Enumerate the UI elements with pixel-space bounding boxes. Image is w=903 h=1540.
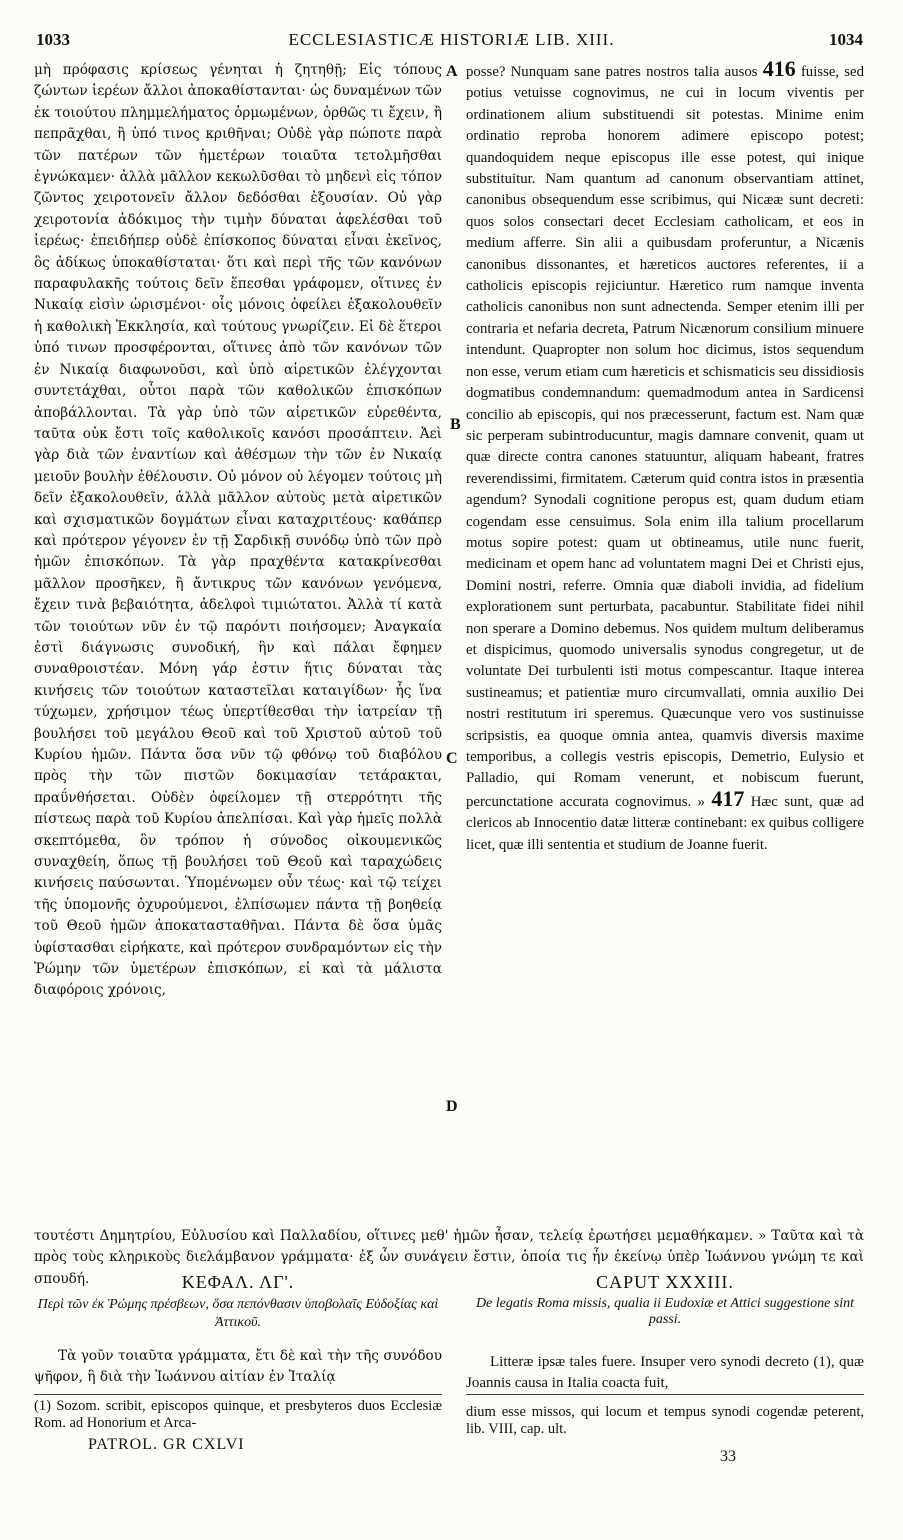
greek-body-text: μὴ πρόφασις κρίσεως γένηται ἡ ζητηθῇ; Εἰς τόπους ζώντων ἱερέων ἄλλοι ἀποκαθίστανται· ὡς δυναμένων τῶν ἐκ τοιούτου πλημμελήματος ὁρμωμένων, ὀρθῶς τι ἔχειν, ἢ πεπρᾶχθαι, ἢ ὑπό τινος κριθῆναι; Οὐδὲ γὰρ πώποτε παρὰ τῶν πατέρων τῶν ἡμετέρων τοιαῦτα τετολμῆσθαι ἐγνώκαμεν· ἀλλὰ μᾶλλον κεκωλῦσθαι τὸ μηδενὶ εἰς τόπον ζῶντος χειροτονεῖν ἄλλον δεδόσθαι ἐξουσίαν. Οὐ γὰρ χειροτονία ἀδόκιμος τὴν τιμὴν δύναται ἀφελέσθαι τοῦ ἱερέως· ἐπειδήπερ οὐδὲ ἐπίσκοπος δύναται εἶναι ἐκεῖνος, ὃς ἀδίκως ὑποκαθίσταται· ὅτι καὶ περὶ τῆς τῶν κανόνων παραφυλακῆς τούτοις δεῖν ἕπεσθαι γράφομεν, οἵτινες ἐν Νικαίᾳ εἰσὶν ὡρισμένοι· οἷς μόνοις ὀφείλει ἐξακολουθεῖν ἡ καθολικὴ Ἐκκλησία, καὶ τούτους γνωρίζειν. Εἰ δὲ ἕτεροι ὑπό τινων προσφέρονται, οἵτινες ἀπὸ τῶν κανόνων τῶν ἐν Νικαίᾳ διαφωνοῦσι, καὶ ὑπὸ αἱρετικῶν ἐλέγχονται συντετάχθαι, οὗτοι παρὰ τῶν καθολικῶν ἐπισκόπων ἀποβάλλονται. Τὰ γὰρ ὑπὸ τῶν αἱρετικῶν εὑρεθέντα, ταῦτα οὐκ ἔστι τοῖς καθολικοῖς κανόσι προσάπτειν. Ἀεὶ γὰρ διὰ τῶν ἐναντίων καὶ ἀθέσμων τὴν τῶν ἐν Νικαίᾳ μειοῦν βουλὴν ἐθέλουσιν. Οὐ μόνον οὐ λέγομεν τούτοις μὴ δεῖν ἐξακολουθεῖν, ἀλλὰ μᾶλλον αὐτοὺς μετὰ αἱρετικῶν καὶ σχισματικῶν δογμάτων εἶναι καταχριτέους· καθάπερ καὶ πρότερον γέγονεν ἐν τῇ Σαρδικῇ συνόδῳ ὑπὸ τῶν πρὸ ἡμῶν ἐπισκόπων. Τὰ γὰρ πραχθέντα κατακρίνεσθαι μᾶλλον προσῆκεν, ἢ ἄντικρυς τῶν κανόνων γενόμενα, ἔχειν τινὰ βεβαιότητα, ἀδελφοὶ τιμιώτατοι. Ἀλλὰ τί κατὰ τῶν τοιούτων νῦν ἐν τῷ παρόντι ποιήσομεν; Ἀναγκαία ἐστὶ διάγνωσις συνοδική, ἣν καὶ πάλαι ἔφημεν συναθροιστέαν. Μόνη γάρ ἐστιν ἥτις δύναται τὰς κινήσεις τῶν τοιούτων καταστεῖλαι καταιγίδων· ἧς ἵνα τύχωμεν, χρήσιμον τέως ὑπερτίθεσθαι τὴν ἰατρείαν τῇ βουλήσει τοῦ μεγάλου Θεοῦ καὶ τοῦ Χριστοῦ αὐτοῦ τοῦ Κυρίου ἡμῶν. Πάντα ὅσα νῦν τῷ φθόνῳ τοῦ διαβόλου πρὸς τὴν τῶν πιστῶν δοκιμασίαν τετάρακται, πραΰνθήσεται. Οὐδὲν ὀφείλομεν τῇ στερρότητι τῆς πίστεως παρὰ τοῦ Κυρίου ἀπελπίσαι. Καὶ γὰρ ἡμεῖς πολλὰ σκεπτόμεθα, ὃν τρόπον ἡ σύνοδος οἰκουμενικῶς συναχθείη, ὅπως τῇ βουλήσει τοῦ Θεοῦ καὶ ταραχώδεις κινήσεις παύσωνται. Ὑπομένωμεν οὖν τέως· καὶ τῷ τείχει τῆς ὑπομονῆς ὀχυρούμενοι, ἐλπίσωμεν πάντα τῇ βοηθείᾳ τοῦ Θεοῦ ἡμῶν ἀποκατασταθῆναι. Πάντα δὲ ὅσα ὑμᾶς ὑφίστασθαι εἰρήκατε, καὶ πρότερον συνδραμόντων εἰς τὴν Ῥώμην τῶν ὑμετέρων ἐπισκόπων, εἰ καὶ τὰ μάλιστα διαφόροις χρόνοις, — [34, 62, 442, 999]
footnote-rule-right — [466, 1394, 864, 1395]
latin-text-part2: fuisse, sed potius vetuisse cognovimus, ne cui in locum viventis per ordinationem alium substituendi sit potestas. Minime enim ordinatio reproba honorem adimere episcopo potest; quandoquidem neque episcopus ille esse potest, qui inique substituitur. Nam quantum ad canonum observantiam attinet, canonibus obsequendum esse scribimus, qui Nicææ sunt decreti: quos solos consectari decet Ecclesiam catholicam, et eos in medium afferre. Sin alii a quibusdam proferuntur, a Nicænis canonibus dissonantes, et hæreticos auctores referentes, ii a catholicis episcopis rejiciuntur. Hæretico rum namque inventa catholicis canonibus non sunt adnectenda. Semper etenim illi per contraria et nefaria decreta, Patrum Nicænorum consilium minuere intendunt. Quapropter non solum hoc dicimus, istos sequendum non esse, verum etiam cum hæreticis et schismaticis seu dissidiosis dogmatibus condemnandum: quemadmodum antea in Sardicensi concilio ab episcopis, qui nos præcesserunt, factum est. Nam quæ sic perperam subintroducuntur, magis damnare convenit, quam ut quæ directe contra canones statuuntur, aliquam habeant, fratres reverendissimi, firmitatem. Cæterum quid contra istos in præsentia agendum? Synodali cognitione peropus est, quam dudum etiam cogendam esse censuimus. Sola enim illa talium procellarum motus sopire potest: quam ut obtineamus, utile nunc fuerit, medicinam et opem hanc ad voluntatem magni Dei et Christi ejus, Domini nostri, referre. Omnia quæ diaboli invidia, ad fidelium explorationem sunt perturbata, pacabuntur. Stabilitate fidei nihil non sperare a Domino debemus. Nos quidem multum deliberamus et dispicimus, quomodo universalis synodus congregetur, ut de voluntate Dei turbulenti isti motus compescantur. Itaque interea sustineamus; et patientiæ muro circumvallati, omnia auxilio Dei nostri restitutum iri speremus. Quæcunque vero vos sustinuisse scripsistis, ea quoque omnia antea, quamvis diversis maxime temporibus, a collegis vestris episcopis, Demetrio, Eulysio et Palladio, qui Romam venerunt, et nobiscum fuerunt, percunctatione accurata cognovimus. » — [466, 64, 864, 810]
margin-letter-b: B — [450, 416, 461, 433]
greek-chapter-subtitle: Περὶ τῶν ἐκ Ῥώμης πρέσβεων, ὅσα πεπόνθασιν ὑποβολαῖς Εὐδοξίας καὶ Ἀττικοῦ. — [37, 1297, 439, 1330]
latin-body-text — [466, 56, 865, 856]
migne-column-number-416: 416 — [762, 56, 796, 81]
margin-letter-a: A — [446, 63, 458, 80]
running-title: ECCLESIASTICÆ HISTORIÆ LIB. XIII. — [288, 30, 615, 49]
footnote-rule-left — [34, 1394, 442, 1395]
patrol-footer: PATROL. GR CXLVI — [88, 1436, 245, 1453]
page-number-right: 1034 — [829, 30, 863, 49]
greek-chapter-title: ΚΕΦΑΛ. ΛΓ'. — [181, 1272, 295, 1292]
latin-chapter-title: CAPUT XXXIII. — [596, 1272, 734, 1292]
greek-chapter-text: Τὰ γοῦν τοιαῦτα γράμματα, ἔτι δὲ καὶ τὴν τῆς συνόδου ψῆφον, ἣ διὰ τὴν Ἰωάννου αἰτίαν ἐν Ἰταλίᾳ — [34, 1348, 442, 1386]
latin-chapter-text: Litteræ ipsæ tales fuere. Insuper vero synodi decreto (1), quæ Joannis causa in Italia coacta fuit, — [466, 1354, 864, 1392]
margin-letter-d: D — [446, 1098, 458, 1115]
footnote-right: dium esse missos, qui locum et tempus synodi cogendæ peterent, lib. VIII, cap. ult. — [466, 1404, 864, 1437]
margin-letter-c: C — [446, 750, 458, 767]
latin-text-part3: Hæc sunt, quæ ad clericos ab Innocentio datæ litteræ continebant: ex quibus colligere licet, quæ illi sententia et studium de Joanne fuerit. — [466, 793, 865, 853]
signature-mark: 33 — [720, 1448, 736, 1465]
running-header — [0, 30, 903, 54]
latin-column — [466, 56, 865, 856]
footnote-left: (1) Sozom. scribit, episcopos quinque, et presbyteros duos Ecclesiæ Rom. ad Honorium et Arca- — [34, 1398, 442, 1431]
migne-column-number-417: 417 — [711, 785, 745, 811]
greek-column — [34, 60, 442, 1002]
latin-text-part1: posse? Nunquam sane patres nostros talia ausos — [466, 64, 758, 80]
greek-bridge-text: τουτέστι Δημητρίου, Εὐλυσίου καὶ Παλλαδίου, οἵτινες μεθ' ἡμῶν ἦσαν, τελείᾳ ἐρωτήσει μεμαθήκαμεν. » Ταῦτα καὶ τὰ πρὸς τοὺς κληρικοὺς διελάμβανον γράμματα· ἐξ ὧν συνάγειν ἔστιν, ὁποία τις ἦν ἐκείνῳ ὑπὲρ Ἰωάννου γνώμη τε καὶ σπουδή. — [34, 1228, 864, 1287]
latin-chapter-subtitle: De legatis Roma missis, qualia ii Eudoxiæ et Attici suggestione sint passi. — [475, 1296, 855, 1327]
page-number-left: 1033 — [36, 30, 70, 49]
